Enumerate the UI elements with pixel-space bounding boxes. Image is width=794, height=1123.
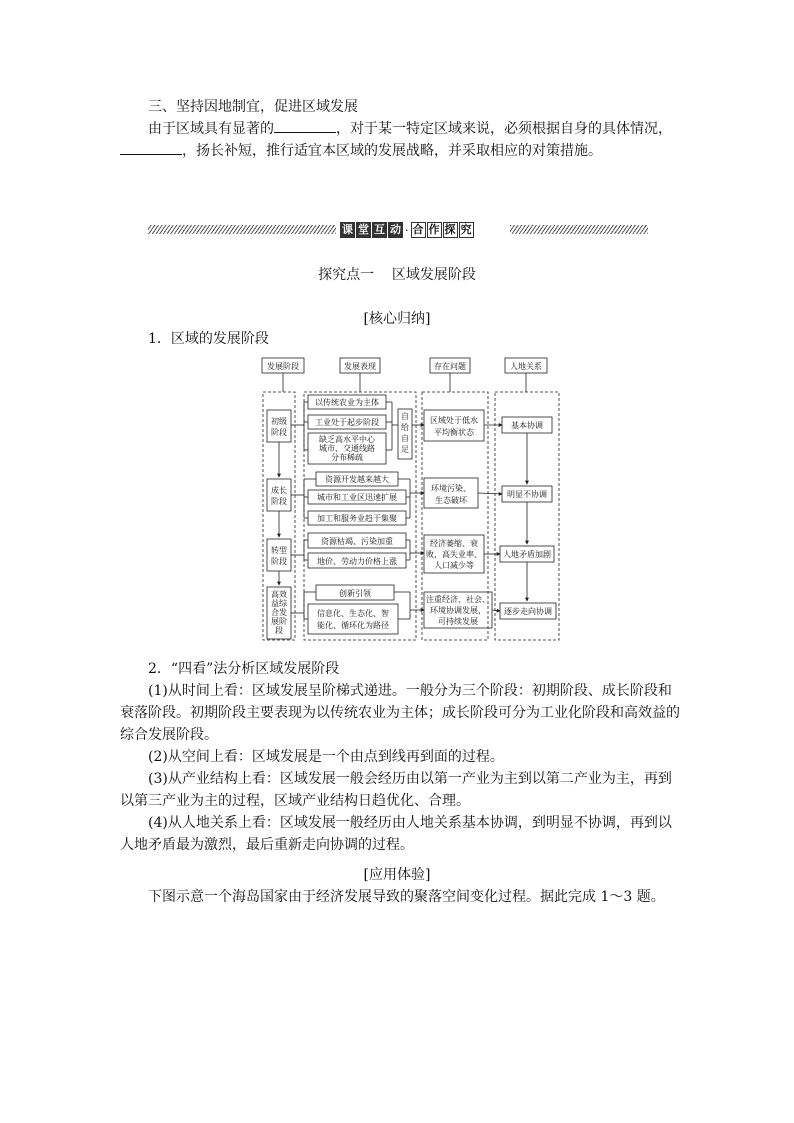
stage-box-initial xyxy=(267,410,291,442)
stage-label: 成长 xyxy=(271,486,287,495)
self-text: 自 xyxy=(401,434,409,443)
problem-text: 平均衡状态 xyxy=(434,428,474,437)
perf-text: 地价、劳动力价格上涨 xyxy=(317,557,397,566)
banner-char: 作 xyxy=(428,223,440,236)
item2-p4-line2: 人地矛盾最为激烈，最后重新走向协调的过程。 xyxy=(120,837,414,853)
problem-text: 经济萎缩、衰 xyxy=(430,539,478,548)
section3-para-line1 xyxy=(148,120,672,138)
stage-label: 阶段 xyxy=(271,497,287,506)
perf-text: 缺乏高水平中心 xyxy=(319,435,375,444)
banner-dot: · xyxy=(405,223,409,237)
banner-hatch-left xyxy=(148,225,336,234)
stage-label: 高效 xyxy=(271,590,287,599)
item2-p1-line3: 综合发展阶段。 xyxy=(120,727,218,743)
item2-p1-line2: 衰落阶段。初期阶段主要表现为以传统农业为主体；成长阶段可分为工业化阶段和高效益的 xyxy=(120,705,680,721)
item1-heading: 1．区域的发展阶段 xyxy=(148,331,269,347)
perf-text: 创新引领 xyxy=(339,589,371,598)
banner-char: 探 xyxy=(444,223,456,236)
core-summary-heading: [核心归纳] xyxy=(363,311,431,327)
topic-title: 探究点一 区域发展阶段 xyxy=(318,267,476,283)
banner-char: 互 xyxy=(374,223,385,236)
problem-text: 环境协调发展， xyxy=(430,606,486,615)
perf-text: 以传统农业为主体 xyxy=(315,398,379,407)
fill-blank-2[interactable] xyxy=(120,142,182,155)
perf-text: 城市、交通线路 xyxy=(319,444,375,453)
self-text: 给 xyxy=(401,423,409,432)
stage-box-growth xyxy=(267,479,291,511)
problem-text: 区域处于低水 xyxy=(430,416,478,425)
problem-text: 可持续发展 xyxy=(438,617,478,626)
perf-text: 能化、循环化为路径 xyxy=(317,621,389,630)
stage-label: 段 xyxy=(275,626,283,635)
application-text: 下图示意一个海岛国家由于经济发展导致的聚落空间变化过程。据此完成 1～3 题。 xyxy=(148,889,665,905)
perf-text: 信息化、生态化、智 xyxy=(317,609,389,618)
perf-text: 工业处于起步阶段 xyxy=(315,418,379,427)
problem-text: 人口减少等 xyxy=(434,561,474,570)
self-text: 足 xyxy=(401,445,409,454)
application-heading: [应用体验] xyxy=(363,867,431,883)
stage-label: 初级 xyxy=(271,417,287,426)
item2-p1-line1: (1)从时间上看：区域发展呈阶梯式递进。一般分为三个阶段：初期阶段、成长阶段和 xyxy=(148,683,672,699)
banner-char: 动 xyxy=(390,223,401,236)
banner-hatch-right xyxy=(510,225,648,234)
development-stage-diagram xyxy=(260,355,560,645)
item2-p3-line1: (3)从产业结构上看：区域发展一般会经历由以第一产业为主到以第二产业为主，再到 xyxy=(148,771,672,787)
header-performance: 发展表现 xyxy=(344,362,376,371)
stage-label: 阶段 xyxy=(271,428,287,437)
perf-text: 分布稀疏 xyxy=(331,453,363,462)
problem-text: 注重经济、社会、 xyxy=(426,595,490,604)
relation-text: 人地矛盾加剧 xyxy=(503,550,551,559)
perf-text: 城市和工业区迅速扩展 xyxy=(317,493,397,502)
problem-text: 环境污染、 xyxy=(431,484,471,493)
perf-text: 资源枯竭、污染加重 xyxy=(321,537,393,546)
perf-text: 资源开发越来越大 xyxy=(325,475,389,484)
para-text: ，扬长补短，推行适宜本区域的发展战略，并采取相应的对策措施。 xyxy=(182,143,602,159)
section3-heading: 三、坚持因地制宜，促进区域发展 xyxy=(148,99,358,115)
para-text: ，对于某一特定区域来说，必须根据自身的具体情况， xyxy=(336,121,672,137)
stage-label: 合发 xyxy=(271,608,287,617)
stage-label: 阶段 xyxy=(271,557,287,566)
item2-heading: 2．“四看”法分析区域发展阶段 xyxy=(148,661,340,677)
banner-label xyxy=(340,222,474,238)
section3-para-line2 xyxy=(120,142,602,160)
stage-label: 转型 xyxy=(271,546,287,555)
banner-char: 究 xyxy=(460,223,472,236)
item2-p4-line1: (4)从人地关系上看：区域发展一般经历由人地关系基本协调，到明显不协调，再到以 xyxy=(148,815,672,831)
stage-box-transform xyxy=(267,539,291,571)
header-stage: 发展阶段 xyxy=(267,362,299,371)
item2-p2: (2)从空间上看：区域发展是一个由点到线再到面的过程。 xyxy=(148,749,504,765)
para-text: 由于区域具有显著的 xyxy=(148,121,274,137)
perf-text: 加工和服务业趋于集聚 xyxy=(317,514,397,523)
section-banner xyxy=(148,222,648,238)
problem-text: 败，高失业率、 xyxy=(426,550,482,559)
banner-char: 合 xyxy=(412,223,424,236)
stage-label: 益综 xyxy=(271,599,287,608)
relation-text: 基本协调 xyxy=(511,421,543,430)
item2-p3-line2: 以第三产业为主的过程，区域产业结构日趋优化、合理。 xyxy=(120,793,470,809)
banner-char: 堂 xyxy=(358,223,369,236)
fill-blank-1[interactable] xyxy=(274,120,336,133)
problem-text: 生态破坏 xyxy=(435,496,467,505)
header-relation: 人地关系 xyxy=(510,362,542,371)
banner-char: 课 xyxy=(342,223,353,236)
relation-text: 明显不协调 xyxy=(507,490,547,499)
relation-text: 逐步走向协调 xyxy=(504,607,552,616)
header-problems: 存在问题 xyxy=(434,362,466,371)
self-text: 自 xyxy=(401,412,409,421)
stage-label: 展阶 xyxy=(271,617,287,626)
